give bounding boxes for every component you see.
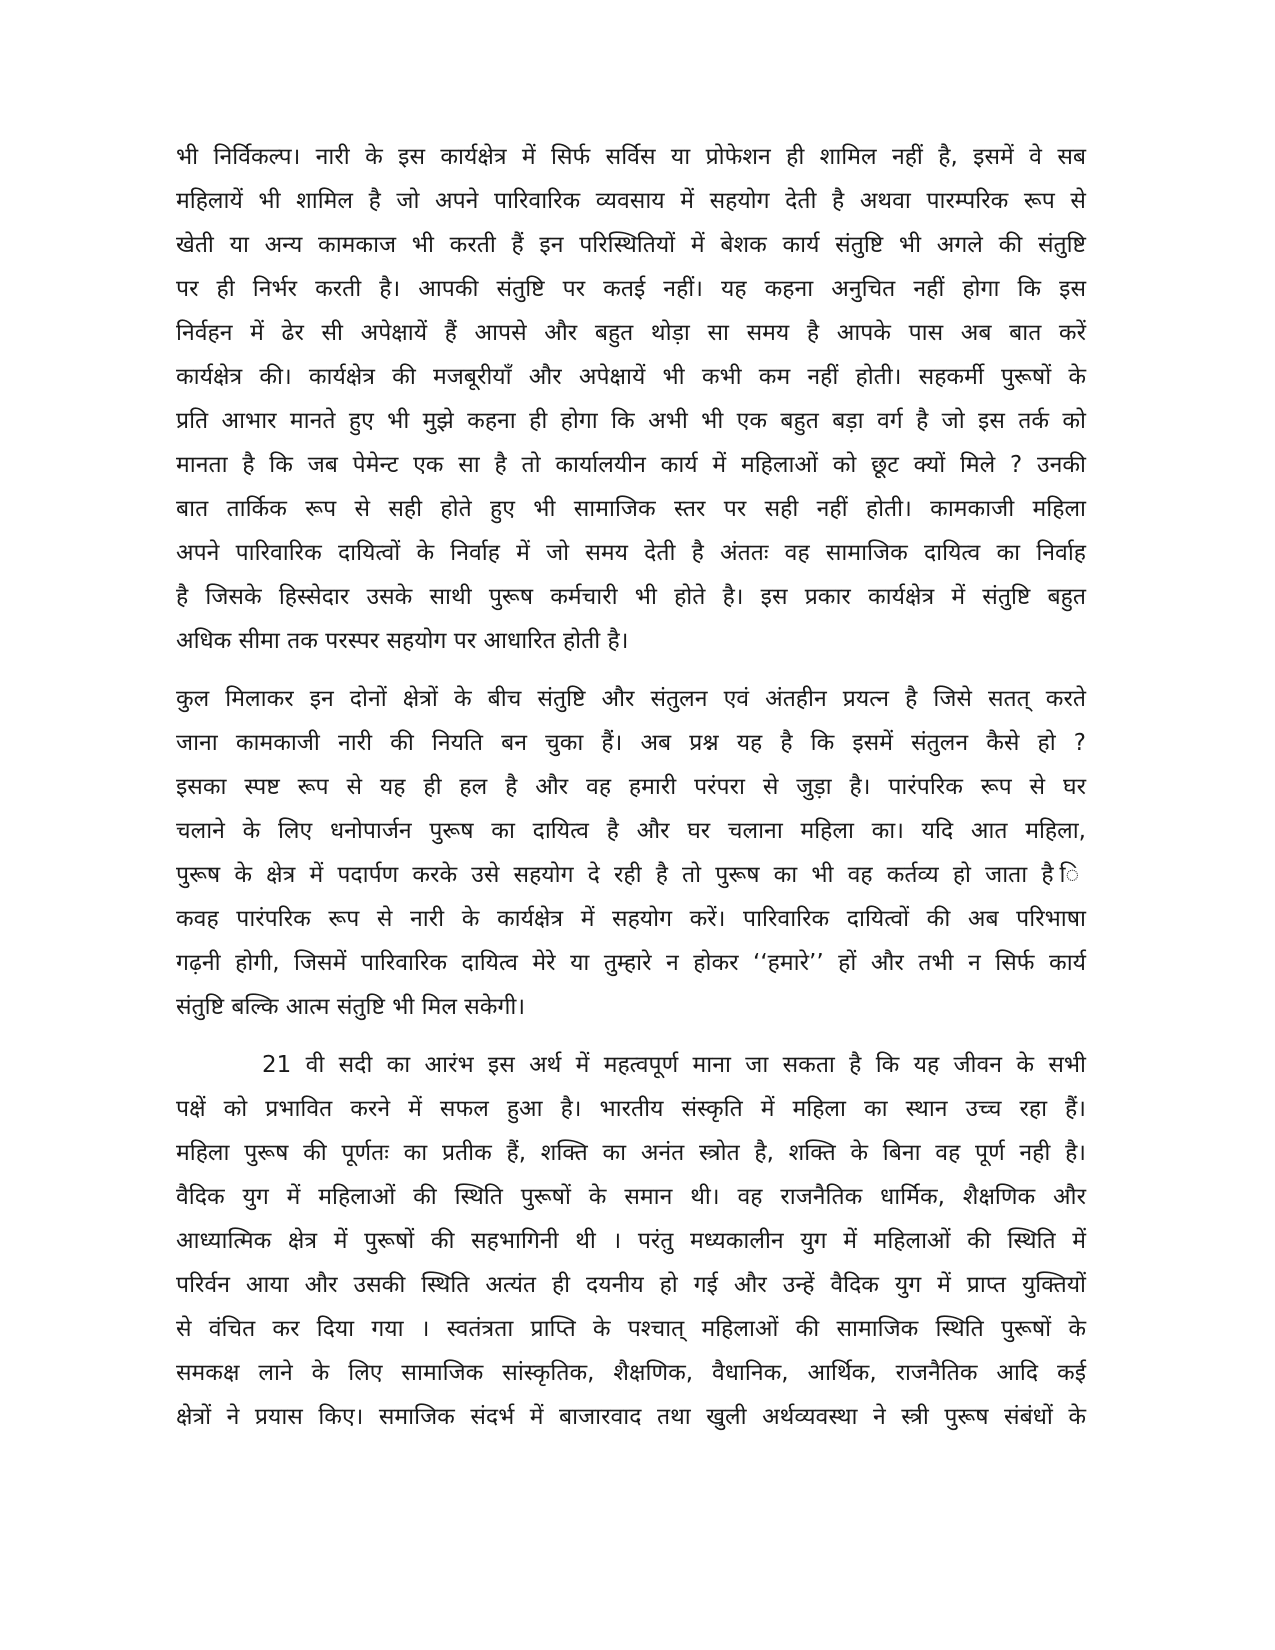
paragraph-1-line-11: है जिसके हिस्सेदार उसके साथी पुरूष कर्मचारी भी होते है। इस प्रकार कार्यक्षेत्र में संतुष्टि बहुत <box>176 584 1086 610</box>
paragraph-2-line-6: कवह पारंपरिक रूप से नारी के कार्यक्षेत्र में सहयोग करें। पारिवारिक दायित्वों की अब परिभाषा <box>176 906 1086 932</box>
paragraph-1-line-6: कार्यक्षेत्र की। कार्यक्षेत्र की मजबूरीयॉं और अपेक्षायें भी कभी कम नहीं होती। सहकर्मी पुरूषों के <box>176 364 1086 390</box>
paragraph-3-line-3: महिला पुरूष की पूर्णतः का प्रतीक हैं, शक्ति का अनंत स्त्रोत है, शक्ति के बिना वह पूर्ण नही है। <box>176 1140 1086 1166</box>
paragraph-1-line-3: खेती या अन्य कामकाज भी करती हैं इन परिस्थितियों में बेशक कार्य संतुष्टि भी अगले की संतुष्टि <box>176 232 1086 258</box>
paragraph-1-line-2: महिलायें भी शामिल है जो अपने पारिवारिक व्यवसाय में सहयोग देती है अथवा पारम्परिक रूप से <box>176 188 1086 214</box>
paragraph-1-line-9: बात तार्किक रूप से सही होते हुए भी सामाजिक स्तर पर सही नहीं होती। कामकाजी महिला <box>176 496 1086 522</box>
paragraph-2-line-5: पुरूष के क्षेत्र में पदार्पण करके उसे सहयोग दे रही है तो पुरूष का भी वह कर्तव्य हो जाता है ि <box>176 862 1086 888</box>
paragraph-2-line-2: जाना कामकाजी नारी की नियति बन चुका हैं। अब प्रश्न यह है कि इसमें संतुलन कैसे हो ? <box>176 730 1086 756</box>
paragraph-2-line-7: गढ़नी होगी, जिसमें पारिवारिक दायित्व मेरे या तुम्हारे न होकर ‘‘हमारे’’ हों और तभी न सिर्फ कार्य <box>176 950 1086 976</box>
paragraph-3-line-8: समकक्ष लाने के लिए सामाजिक सांस्कृतिक, शैक्षणिक, वैधानिक, आर्थिक, राजनैतिक आदि कई <box>176 1360 1086 1386</box>
paragraph-1-line-8: मानता है कि जब पेमेन्ट एक सा है तो कार्यालयीन कार्य में महिलाओं को छूट क्यों मिले ? उनकी <box>176 452 1086 478</box>
paragraph-1-line-4: पर ही निर्भर करती है। आपकी संतुष्टि पर कतई नहीं। यह कहना अनुचित नहीं होगा कि इस <box>176 276 1086 302</box>
paragraph-1-line-5: निर्वहन में ढेर सी अपेक्षायें हैं आपसे और बहुत थोड़ा सा समय है आपके पास अब बात करें <box>176 320 1086 346</box>
paragraph-3-line-4: वैदिक युग में महिलाओं की स्थिति पुरूषों के समान थी। वह राजनैतिक धार्मिक, शैक्षणिक और <box>176 1184 1086 1210</box>
paragraph-3-line-9: क्षेत्रों ने प्रयास किए। समाजिक संदर्भ में बाजारवाद तथा खुली अर्थव्यवस्था ने स्त्री पुरूष संबंधों के <box>176 1404 1086 1430</box>
paragraph-2-line-4: चलाने के लिए धनोपार्जन पुरूष का दायित्व है और घर चलाना महिला का। यदि आत महिला, <box>176 818 1086 844</box>
paragraph-1-line-1: भी निर्विकल्प। नारी के इस कार्यक्षेत्र में सिर्फ सर्विस या प्रोफेशन ही शामिल नहीं है, इसमें वे सब <box>176 144 1086 170</box>
paragraph-3-line-2: पक्षें को प्रभावित करने में सफल हुआ है। भारतीय संस्कृति में महिला का स्थान उच्च रहा हैं। <box>176 1096 1086 1122</box>
paragraph-2-line-8: संतुष्टि बल्कि आत्म संतुष्टि भी मिल सकेगी। <box>176 994 526 1020</box>
paragraph-3-line-6: परिर्वन आया और उसकी स्थिति अत्यंत ही दयनीय हो गई और उन्हें वैदिक युग में प्राप्त युक्तियों <box>176 1272 1086 1298</box>
paragraph-3-line-1: 21 वी सदी का आरंभ इस अर्थ में महत्वपूर्ण माना जा सकता है कि यह जीवन के सभी <box>262 1052 1086 1078</box>
paragraph-3-line-7: से वंचित कर दिया गया । स्वतंत्रता प्राप्ति के पश्चात् महिलाओं की सामाजिक स्थिति पुरूषों के <box>176 1316 1086 1342</box>
paragraph-2-line-1: कुल मिलाकर इन दोनों क्षेत्रों के बीच संतुष्टि और संतुलन एवं अंतहीन प्रयत्न है जिसे सतत् करते <box>176 686 1086 712</box>
paragraph-1-line-7: प्रति आभार मानते हुए भी मुझे कहना ही होगा कि अभी भी एक बहुत बड़ा वर्ग है जो इस तर्क को <box>176 408 1086 434</box>
paragraph-1-line-10: अपने पारिवारिक दायित्वों के निर्वाह में जो समय देती है अंततः वह सामाजिक दायित्व का निर्वाह <box>176 540 1086 566</box>
paragraph-2-line-3: इसका स्पष्ट रूप से यह ही हल है और वह हमारी परंपरा से जुड़ा है। पारंपरिक रूप से घर <box>176 774 1086 800</box>
paragraph-1-line-12: अधिक सीमा तक परस्पर सहयोग पर आधारित होती है। <box>176 628 629 654</box>
paragraph-3-line-5: आध्यात्मिक क्षेत्र में पुरूषों की सहभागिनी थी । परंतु मध्यकालीन युग में महिलाओं की स्थिति में <box>176 1228 1086 1254</box>
